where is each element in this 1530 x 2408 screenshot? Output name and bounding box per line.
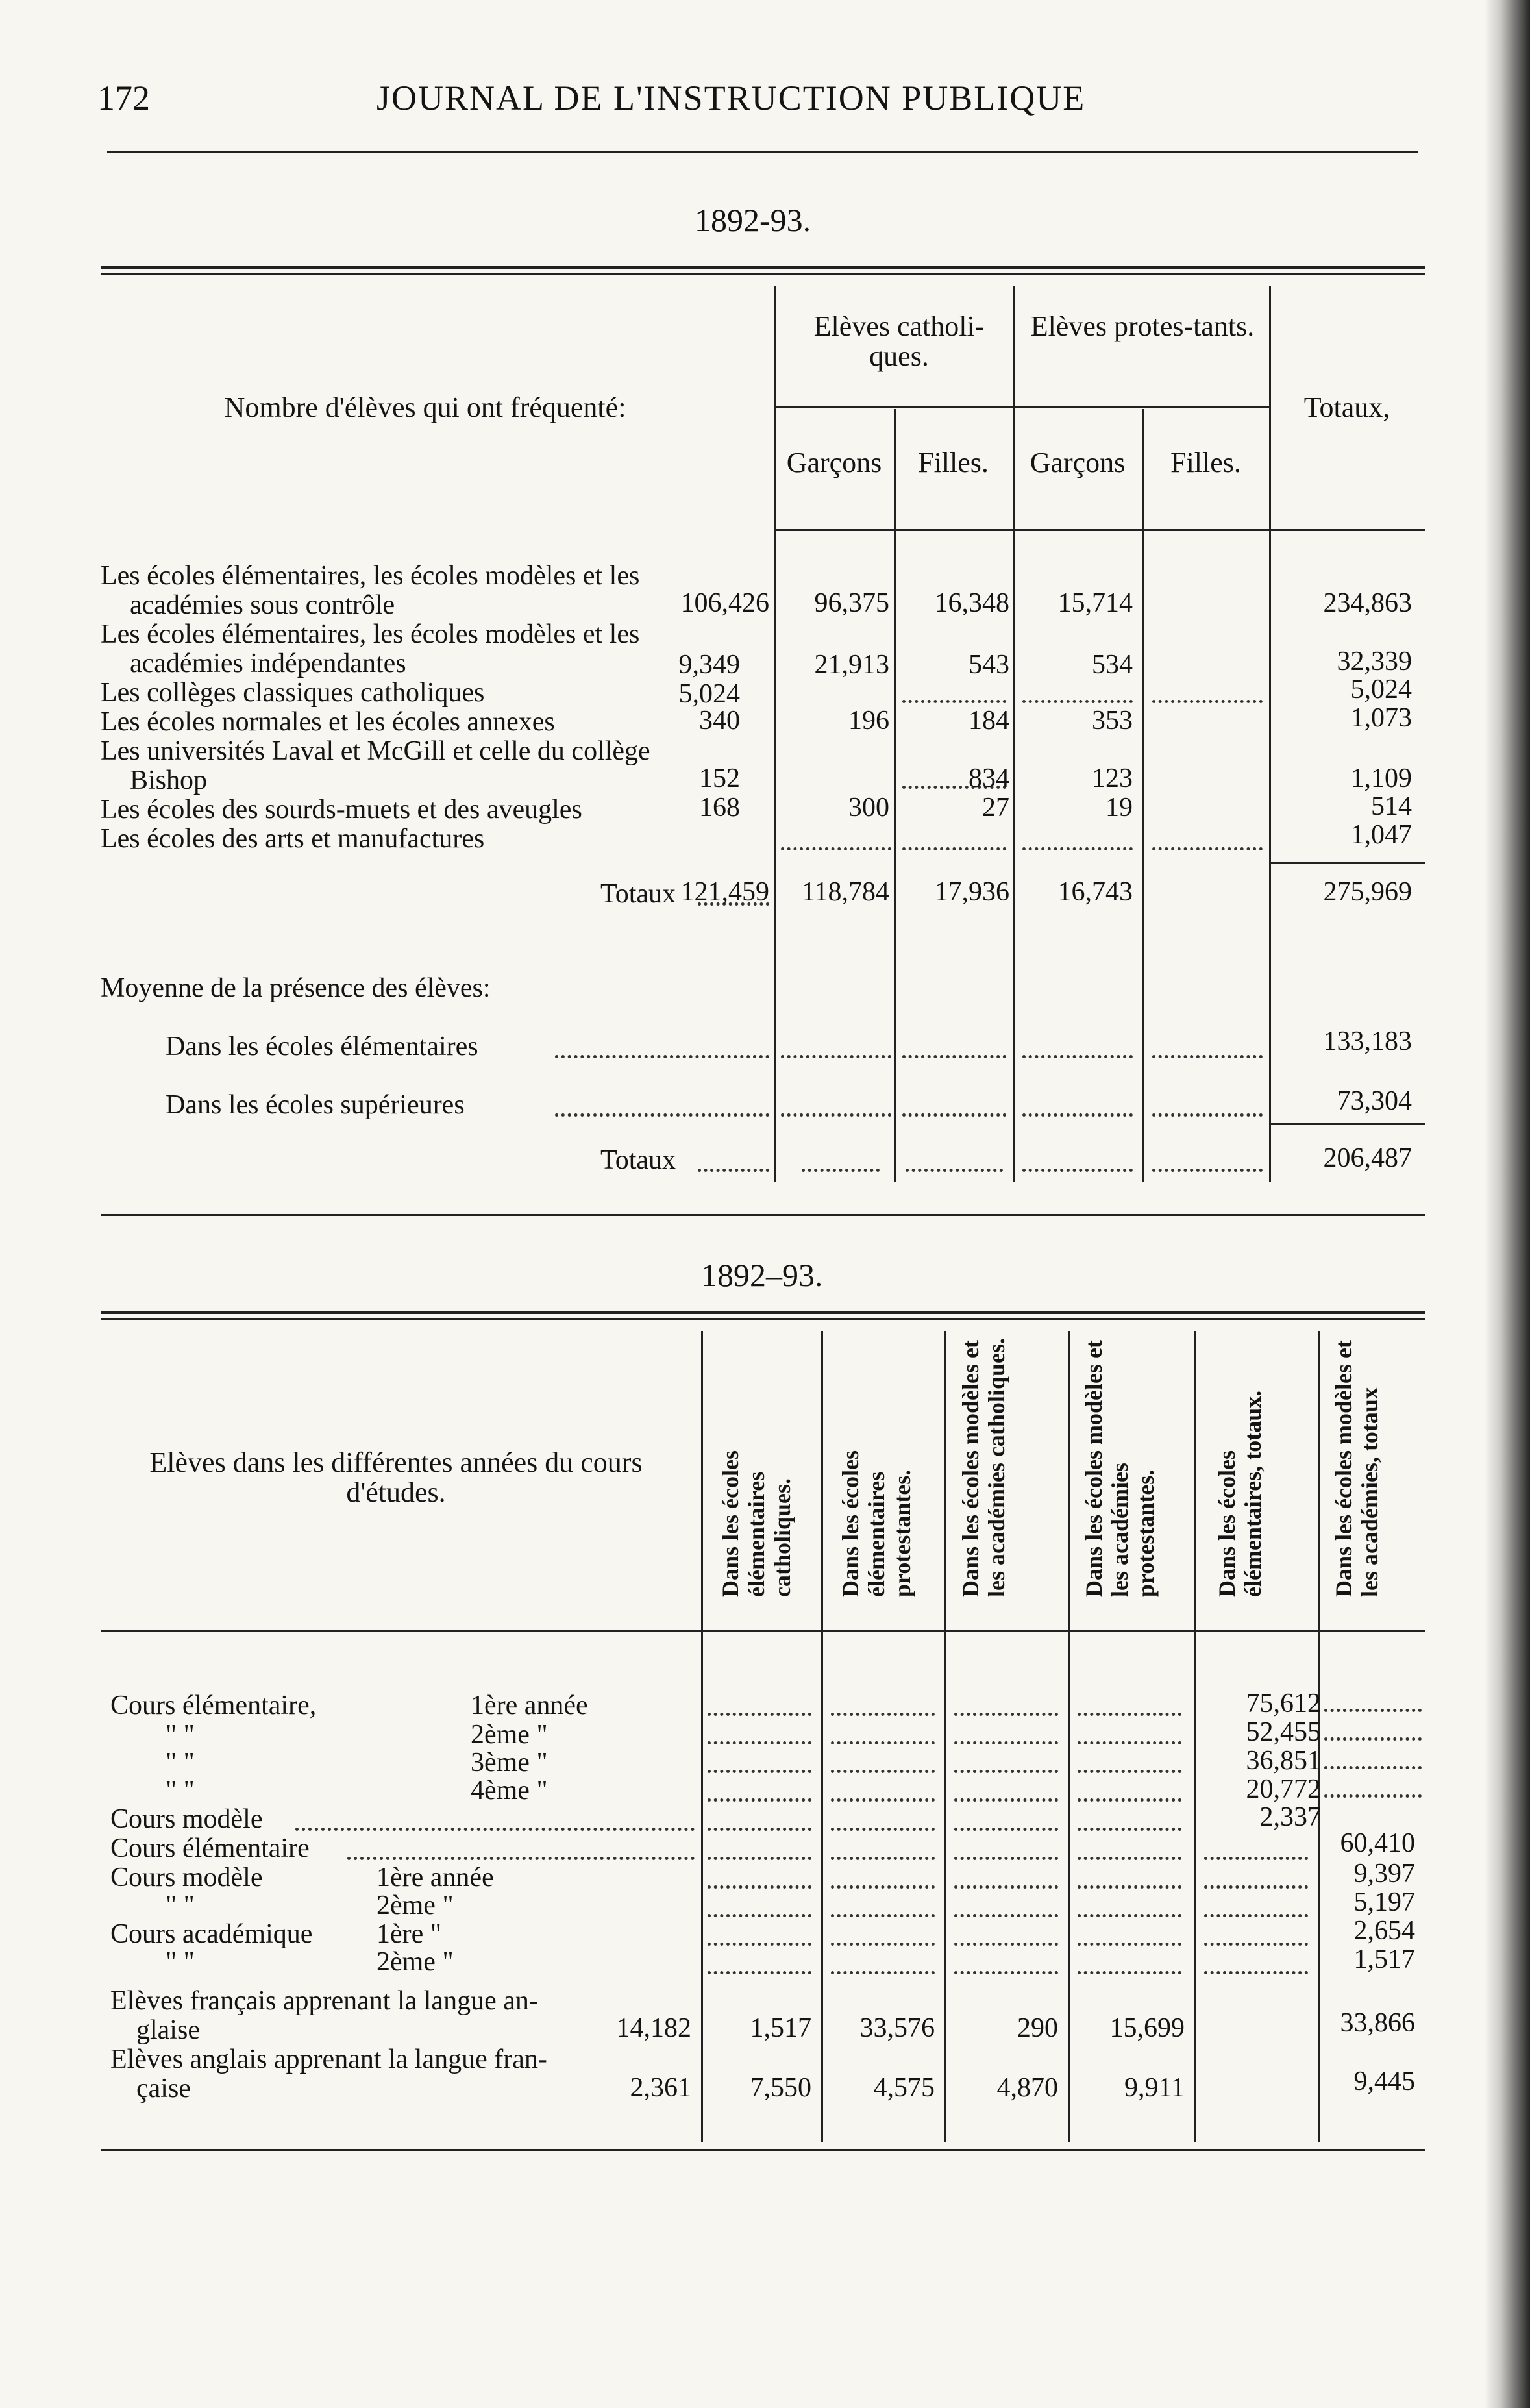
cell-value: 32,339 [1337, 647, 1412, 676]
dot-leader [708, 1828, 811, 1831]
col-divider [1068, 1331, 1070, 2142]
cell-value: 2,361 [630, 2073, 691, 2103]
dot-leader [1078, 1713, 1181, 1716]
cell-value: 353 [1092, 706, 1133, 736]
dot-leader [954, 1828, 1058, 1831]
header-catholic: Elèves catholi-ques. [813, 310, 985, 372]
dot-leader [831, 1828, 935, 1831]
dot-leader [831, 1857, 935, 1860]
dot-leader [1022, 847, 1133, 850]
page-edge-shadow [1485, 0, 1530, 2408]
dot-leader [1078, 1943, 1181, 1946]
dot-leader [906, 1169, 1003, 1172]
cell-value: 9,911 [1124, 2073, 1185, 2103]
dot-leader [902, 1055, 1006, 1058]
dot-leader [1204, 1857, 1308, 1860]
dot-leader [708, 1741, 811, 1744]
row-label: Les écoles des sourds-muets et des aveugles [101, 795, 582, 825]
header-totals: Totaux, [1303, 391, 1390, 423]
dot-leader [1078, 1885, 1181, 1889]
dot-leader [1022, 1113, 1133, 1117]
dot-leader [1022, 1169, 1133, 1172]
dot-leader [1204, 1885, 1308, 1889]
dot-leader [1152, 1169, 1263, 1172]
row-label: " " [166, 1891, 195, 1920]
average-heading: Moyenne de la présence des élèves: [101, 973, 491, 1003]
cell-value: 123 [1092, 763, 1133, 793]
cell-value: 1,109 [1350, 763, 1412, 793]
column-header: Dans les écoles élémentaires, totaux. [1214, 1390, 1266, 1597]
total-value: 17,936 [934, 877, 1009, 907]
average-total: 133,183 [1323, 1026, 1412, 1056]
row-label: Cours élémentaire, [110, 1691, 317, 1720]
dot-leader [1078, 1857, 1181, 1860]
cell-value: 1,047 [1350, 820, 1412, 850]
average-row-label: Dans les écoles supérieures [166, 1090, 465, 1120]
dot-leader [1324, 1737, 1422, 1741]
cell-value: 5,024 [678, 679, 740, 709]
dot-leader [708, 1943, 811, 1946]
cell-value: 1,073 [1350, 703, 1412, 733]
cell-value: 184 [969, 706, 1009, 736]
total-value: 118,784 [802, 877, 889, 907]
dot-leader [1078, 1770, 1181, 1773]
dot-leader [1152, 700, 1263, 703]
dot-leader [1078, 1971, 1181, 1974]
dot-leader [708, 1914, 811, 1917]
dot-leader [1152, 1055, 1263, 1058]
dot-leader [698, 1169, 769, 1172]
dot-leader [1324, 1794, 1422, 1798]
dot-leader [708, 1885, 811, 1889]
cell-value: 196 [848, 706, 889, 736]
totals-rule [1269, 862, 1425, 864]
row-label: Les écoles normales et les écoles annexes [101, 707, 555, 737]
total-value: 275,969 [1323, 877, 1412, 907]
dot-leader [781, 1113, 891, 1117]
dot-leader [708, 1770, 811, 1773]
dot-leader [1152, 847, 1263, 850]
cell-value: 300 [848, 793, 889, 823]
dot-leader [831, 1885, 935, 1889]
dot-leader [1022, 700, 1133, 703]
column-header: Dans les écoles modèles et les académies catholiques. [957, 1338, 1009, 1597]
dot-leader [902, 700, 1006, 703]
dot-leader [954, 1770, 1058, 1773]
cell-value: 36,851 [1246, 1746, 1321, 1776]
table1-bottom-rule [101, 1214, 1425, 1216]
page-number: 172 [97, 79, 150, 118]
row-label: Cours académique [110, 1919, 313, 1949]
row-label: Les écoles élémentaires, les écoles modèles et les [101, 561, 640, 591]
row-label: " " [166, 1776, 195, 1806]
dot-leader [954, 1971, 1058, 1974]
cell-value: 340 [699, 706, 740, 736]
cell-value: 543 [969, 650, 1009, 680]
cell-value: 152 [699, 763, 740, 793]
row-sub-label: glaise [136, 2015, 200, 2045]
dot-leader [831, 1798, 935, 1802]
dot-leader [1204, 1971, 1308, 1974]
row-label: Cours élémentaire [110, 1833, 310, 1863]
row-sub-label: 1ère " [376, 1919, 441, 1949]
dot-leader [708, 1857, 811, 1860]
table2-year: 1892–93. [701, 1257, 823, 1293]
col-divider [1013, 286, 1015, 1182]
cell-value: 834 [969, 763, 1009, 793]
dot-leader [902, 1113, 1006, 1117]
row-label: " " [166, 1748, 195, 1778]
cell-value: 15,699 [1109, 2013, 1185, 2043]
col-divider [1142, 409, 1144, 1182]
row-label: Cours modèle [110, 1804, 263, 1834]
dot-leader [831, 1713, 935, 1716]
row-label: Cours modèle [110, 1863, 263, 1893]
dot-leader [954, 1943, 1058, 1946]
journal-title: JOURNAL DE L'INSTRUCTION PUBLIQUE [376, 79, 1086, 118]
col-divider [774, 286, 776, 1182]
table2-bottom-rule [101, 2149, 1425, 2151]
cell-value: 5,197 [1353, 1887, 1415, 1917]
table1-top-rule [101, 266, 1425, 269]
page-header [91, 71, 1422, 123]
row-label: Elèves anglais apprenant la langue fran- [110, 2044, 547, 2074]
cell-value: 27 [982, 793, 1009, 823]
cell-value: 14,182 [616, 2013, 691, 2043]
header-girls-protestant: Filles. [1170, 447, 1241, 478]
dot-leader [708, 1798, 811, 1802]
row-label: Les écoles élémentaires, les écoles modèles et les [101, 619, 640, 649]
cell-value: 15,714 [1057, 588, 1133, 618]
dot-leader [1022, 1055, 1133, 1058]
cell-value: 534 [1092, 650, 1133, 680]
dot-leader [831, 1943, 935, 1946]
cell-value: 9,397 [1353, 1859, 1415, 1889]
row-sub-label: 2ème " [376, 1891, 454, 1920]
cell-value: 33,576 [859, 2013, 935, 2043]
totals-label: Totaux [600, 879, 676, 909]
dot-leader [555, 1113, 769, 1117]
col-divider [701, 1331, 703, 2142]
table1-year: 1892-93. [695, 202, 811, 238]
row-sub-label: 1ère année [471, 1691, 588, 1720]
course-table [101, 1311, 1425, 2168]
header-boys-protestant: Garçons [1030, 447, 1126, 478]
column-header: Dans les écoles élémentaires protestantes. [837, 1450, 915, 1597]
cell-value: 106,426 [680, 588, 769, 618]
dot-leader [781, 1055, 891, 1058]
dot-leader [831, 1770, 935, 1773]
row-header: Elèves dans les différentes années du cours d'études. [149, 1446, 643, 1508]
row-label: " " [166, 1720, 195, 1750]
dot-leader [1078, 1828, 1181, 1831]
table1-top-rule-2 [101, 273, 1425, 275]
row-sub-label: 4ème " [471, 1776, 548, 1806]
subheader-rule [776, 406, 1269, 408]
cell-value: 4,575 [873, 2073, 935, 2103]
header-girls-catholic: Filles. [918, 447, 989, 478]
row-header: Nombre d'élèves qui ont fréquenté: [224, 391, 626, 423]
dot-leader [1078, 1914, 1181, 1917]
dot-leader [954, 1914, 1058, 1917]
dot-leader [1204, 1914, 1308, 1917]
cell-value: 16,348 [934, 588, 1009, 618]
cell-value: 75,612 [1246, 1689, 1321, 1719]
table2-top-rule-2 [101, 1318, 1425, 1320]
dot-leader [954, 1798, 1058, 1802]
dot-leader [802, 1169, 880, 1172]
column-header: Dans les écoles élémentaires catholiques. [717, 1450, 795, 1597]
cell-value: 9,445 [1353, 2067, 1415, 2096]
dot-leader [954, 1741, 1058, 1744]
cell-value: 20,772 [1246, 1774, 1321, 1804]
enrolment-table [101, 266, 1425, 1214]
cell-value: 2,337 [1259, 1802, 1321, 1832]
cell-value: 9,349 [678, 650, 740, 680]
average-row-label: Dans les écoles élémentaires [166, 1032, 478, 1061]
header-rule [107, 151, 1418, 153]
cell-value: 1,517 [750, 2013, 811, 2043]
row-label: Elèves français apprenant la langue an- [110, 1986, 538, 2016]
dot-leader [1204, 1943, 1308, 1946]
cell-value: 60,410 [1340, 1828, 1415, 1858]
row-label: Les universités Laval et McGill et celle du collège [101, 736, 650, 766]
cell-value: 290 [1017, 2013, 1058, 2043]
cell-value: 19 [1105, 793, 1133, 823]
column-header: Dans les écoles modèles et les académies, totaux [1331, 1340, 1383, 1597]
dot-leader [781, 847, 891, 850]
dot-leader [1078, 1741, 1181, 1744]
column-header: Dans les écoles modèles et les académies protestantes. [1081, 1340, 1159, 1597]
dot-leader [708, 1971, 811, 1974]
cell-value: 52,455 [1246, 1717, 1321, 1747]
cell-value: 21,913 [814, 650, 889, 680]
col-divider [1194, 1331, 1196, 2142]
dot-leader [954, 1885, 1058, 1889]
dot-leader [555, 1055, 769, 1058]
cell-value: 2,654 [1353, 1916, 1415, 1946]
dot-leader [831, 1741, 935, 1744]
row-label: Les collèges classiques catholiques [101, 678, 485, 708]
header-boys-catholic: Garçons [786, 447, 882, 478]
cell-value: 5,024 [1350, 675, 1412, 704]
dot-leader [708, 1713, 811, 1716]
cell-value: 7,550 [750, 2073, 811, 2103]
dot-leader [295, 1828, 695, 1831]
dot-leader [1324, 1709, 1422, 1712]
cell-value: 96,375 [814, 588, 889, 618]
row-sub-label: 1ère année [376, 1863, 494, 1893]
dot-leader [1324, 1766, 1422, 1769]
average-totals-rule [1269, 1123, 1425, 1125]
dot-leader [831, 1914, 935, 1917]
dot-leader [902, 847, 1006, 850]
row-sub-label: 2ème " [376, 1947, 454, 1977]
col-divider [894, 409, 896, 1182]
table2-top-rule [101, 1311, 1425, 1314]
dot-leader [347, 1857, 695, 1860]
total-value: 16,743 [1057, 877, 1133, 907]
row-label: académies indépendantes [130, 649, 406, 678]
dot-leader [954, 1857, 1058, 1860]
row-label: " " [166, 1947, 195, 1977]
dot-leader [1078, 1798, 1181, 1802]
row-sub-label: çaise [136, 2074, 191, 2104]
cell-value: 4,870 [996, 2073, 1058, 2103]
dot-leader [954, 1713, 1058, 1716]
cell-value: 1,517 [1353, 1944, 1415, 1974]
row-label: académies sous contrôle [130, 590, 395, 620]
dot-leader [831, 1971, 935, 1974]
header-bottom-rule [101, 1630, 1425, 1632]
col-divider [944, 1331, 946, 2142]
average-grand-total: 206,487 [1323, 1143, 1412, 1173]
dot-leader [1152, 1113, 1263, 1117]
row-label: Bishop [130, 765, 208, 795]
average-totals-label: Totaux [600, 1145, 676, 1175]
header-protestant: Elèves protes-tants. [1030, 310, 1255, 342]
row-sub-label: 3ème " [471, 1748, 548, 1778]
cell-value: 514 [1371, 791, 1412, 821]
cell-value: 234,863 [1323, 588, 1412, 618]
row-sub-label: 2ème " [471, 1720, 548, 1750]
cell-value: 33,866 [1340, 2008, 1415, 2038]
average-total: 73,304 [1337, 1086, 1412, 1116]
row-label: Les écoles des arts et manufactures [101, 824, 485, 854]
total-value: 121,459 [680, 877, 769, 907]
cell-value: 168 [699, 793, 740, 823]
col-divider [821, 1331, 823, 2142]
header-bottom-rule [776, 529, 1425, 531]
